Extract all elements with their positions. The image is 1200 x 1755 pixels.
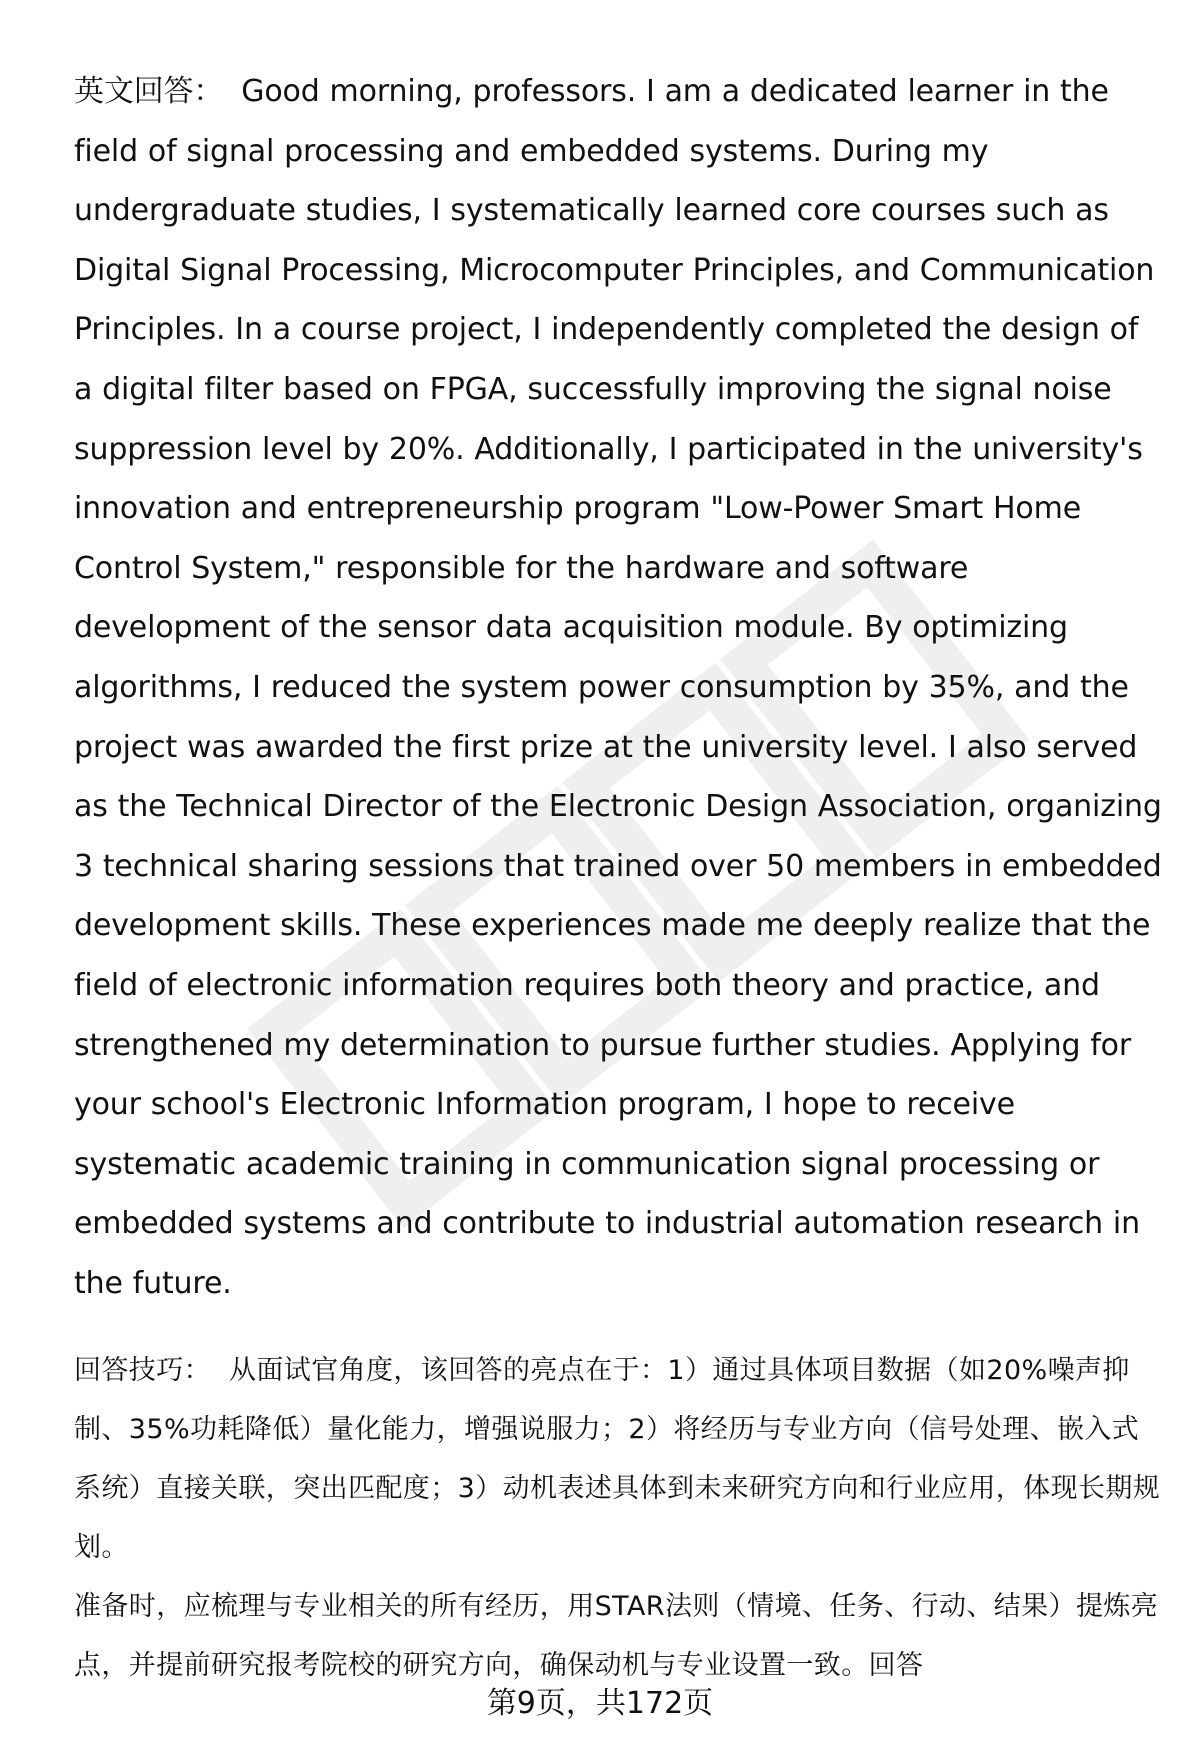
answer-tips-text: 从面试官角度，该回答的亮点在于：1）通过具体项目数据（如20%噪声抑制、35%功耗降低）量化能力，增强说服力；2）将经历与专业方向（信号处理、嵌入式系统）直接关联，突出匹配度；3）动机表述具体到未来研究方向和行业应用，体现长期规划。 bbox=[74, 1355, 1161, 1564]
page-number: 第9页，共172页 bbox=[486, 1686, 714, 1721]
answer-tips-section bbox=[74, 1341, 1164, 1695]
answer-tips-paragraph bbox=[74, 1341, 1164, 1577]
english-answer-text: Good morning, professors. I am a dedicated learner in the field of signal processing and embedded systems. During my undergraduate studies, I systematically learned core courses such as Digital Signal Processing, Microcomputer Principles, and Communication Principles. In a course project, I independently completed the design of a digital filter based on FPGA, successfully improving the signal noise suppression level by 20%. Additionally, I participated in the university's innovation and entrepreneurship program "Low-Power Smart Home Control System," responsible for the hardware and software development of the sensor data acquisition module. By optimizing algorithms, I reduced the system power consumption by 35%, and the project was awarded the first prize at the university level. I also served as the Technical Director of the Electronic Design Association, organizing 3 technical sharing sessions that trained over 50 members in embedded development skills. These experiences made me deeply realize that the field of electronic information requires both theory and practice, and strengthened my determination to pursue further studies. Applying for your school's Electronic Information program, I hope to receive systematic academic training in communication signal processing or embedded systems and contribute to industrial automation research in the future. bbox=[74, 74, 1162, 1301]
answer-tips-label: 回答技巧： bbox=[74, 1355, 211, 1387]
preparation-paragraph: 准备时，应梳理与专业相关的所有经历，用STAR法则（情境、任务、行动、结果）提炼亮点，并提前研究报考院校的研究方向，确保动机与专业设置一致。回答 bbox=[74, 1591, 1159, 1682]
english-answer-label: 英文回答： bbox=[74, 74, 224, 109]
page-content bbox=[74, 62, 1164, 1695]
english-answer-paragraph bbox=[74, 62, 1164, 1313]
